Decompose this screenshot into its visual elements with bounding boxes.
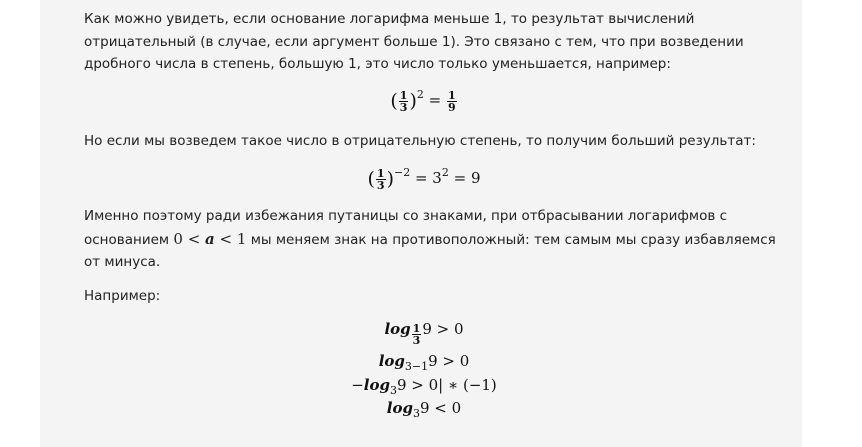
paragraph-line: отрицательный (в случае, если аргумент больше 1). Это связано с тем, что при возведении — [84, 33, 744, 50]
paragraph-log-base-less-than-one — [84, 8, 744, 76]
formula-log-three-inverse: $\log_{3-1}9 > 0$ — [378, 352, 470, 373]
paragraph-line: Как можно увидеть, если основание логарифма меньше 1, то результат вычислений — [84, 11, 695, 27]
paragraph-line: Но если мы возведем такое число в отрицательную степень, то получим больший результат: — [84, 133, 756, 149]
paragraph-line: Именно поэтому ради избежания путаницы со знаками, при отбрасывании логарифмов с — [84, 208, 728, 224]
paragraph-example-label — [84, 285, 160, 308]
paragraph-line: от минуса. — [84, 254, 161, 270]
inline-math-condition: 0 < a < 1 — [173, 229, 247, 248]
paragraph-negative-power — [84, 130, 756, 153]
formula-log-one-third: log $\frac{1}{3}$ 9 > 0 — [384, 320, 464, 347]
paragraph-line: дробного числа в степень, большую 1, это число только уменьшается, например: — [84, 56, 671, 72]
formula-log-three-result: $\log_39 < 0$ — [386, 399, 462, 420]
paragraph-line: основанием 0 < a < 1 мы меняем знак на противоположный: тем самым мы сразу избавляемся — [84, 229, 776, 248]
paragraph-line: Например: — [84, 288, 161, 304]
paragraph-sign-change — [84, 205, 776, 274]
formula-fraction-negative-power: ( $\frac{1}{3}$ )$^{-2} = 3^2 = 9$ — [367, 166, 481, 192]
formula-fraction-squared: ( $\frac{1}{3}$ )$^2$ = $\frac{1}{9}$ — [390, 88, 456, 114]
formula-negative-log-multiply: $-\log_39 > 0|$ ∗ (−1) — [351, 376, 497, 397]
